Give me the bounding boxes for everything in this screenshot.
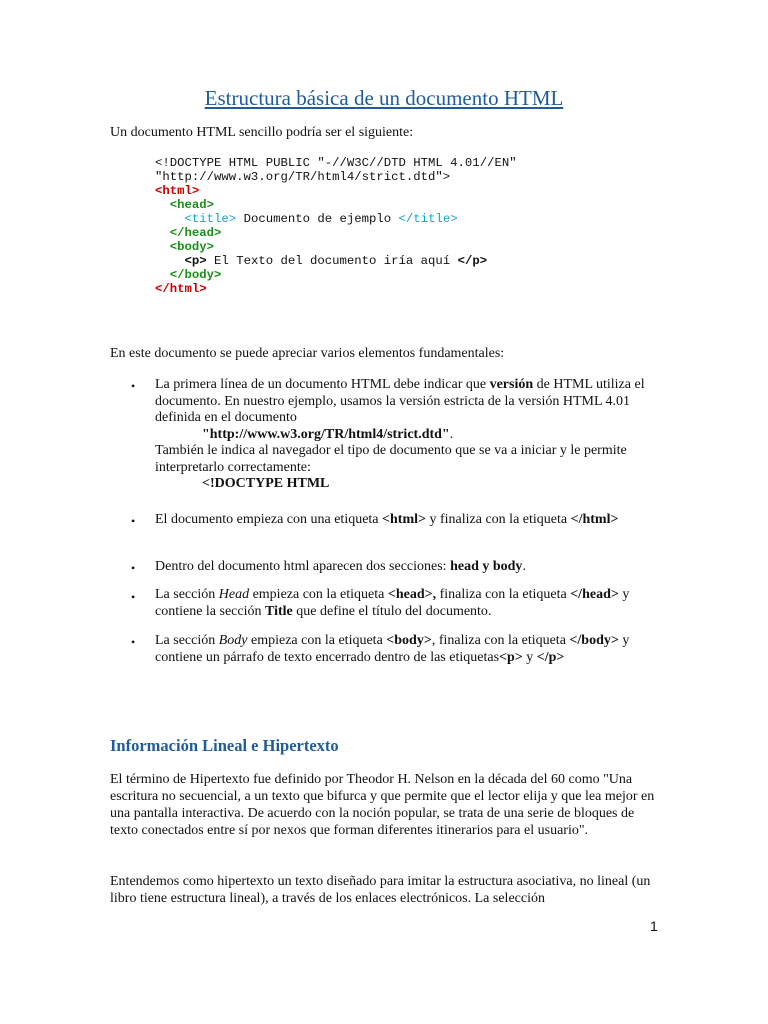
- code-line-head-close: [155, 226, 517, 240]
- title-text: Documento de ejemplo: [236, 212, 399, 226]
- bullet-text: , finaliza con la etiqueta: [431, 633, 570, 648]
- head-italic: Head: [218, 587, 250, 602]
- bullet-text: La primera línea de un documento HTML debe indicar que: [155, 377, 490, 392]
- body-tag-label: <body>: [386, 633, 432, 648]
- page-number: 1: [650, 918, 658, 934]
- p-text: El Texto del documento iría aquí: [206, 254, 458, 268]
- bullet-item-version: [155, 377, 655, 493]
- html-close-tag: </html>: [155, 282, 207, 296]
- head-open-tag: <head>: [169, 198, 215, 212]
- p-tag-label: <p>: [499, 649, 523, 665]
- code-line-title: [155, 212, 517, 226]
- bullet-item-html-tag: [155, 512, 655, 529]
- hypertext-explanation-paragraph: Entendemos como hipertexto un texto diseñado para imitar la estructura asociativa, no lineal (un libro tiene estructura lineal), a través de los enlaces electrónicos. La selección: [110, 874, 651, 906]
- hypertext-definition-paragraph: El término de Hipertexto fue definido por Theodor H. Nelson en la década del 60 como "Una escritura no secuencial, a un texto que bifurca y que permite que el lector elija y que lea mejor en una pantalla interactiva. De acuerdo con la noción popular, se trata de una serie de bloques de texto conectados entre sí por nexos que forman diferentes itinerarios para el usuario".: [110, 772, 655, 838]
- code-line-html-open: [155, 184, 517, 198]
- bullet-text: empieza con la etiqueta: [247, 633, 387, 648]
- bullet-text: y finaliza con la etiqueta: [426, 512, 571, 527]
- bullet-marker: •: [131, 514, 136, 528]
- bullet-text: .: [449, 426, 454, 442]
- code-line-body-open: [155, 240, 517, 254]
- title-open-tag: <title>: [184, 212, 237, 226]
- bullet-text: y: [522, 649, 537, 665]
- bullet-text: El documento empieza con una etiqueta: [155, 512, 383, 527]
- bullet-text: y contiene un párrafo de texto encerrado dentro de las etiquetas: [155, 633, 630, 665]
- bullet-text: También le indica al navegador el tipo de documento que se va a iniciar y le permite interpretarlo correctamente:: [155, 443, 627, 475]
- code-line-body-close: [155, 268, 517, 282]
- bullet-text: La sección: [155, 587, 219, 602]
- bullet-marker: •: [131, 590, 136, 604]
- bullet-text: de HTML utiliza el documento. En nuestro ejemplo, usamos la versión estricta de la versión HTML 4.01 definida en el documento: [155, 377, 645, 425]
- code-line-head-open: [155, 198, 517, 212]
- doctype-declaration: <!DOCTYPE HTML: [202, 476, 330, 491]
- code-line-doctype-1: <!DOCTYPE HTML PUBLIC "-//W3C//DTD HTML 4.01//EN": [155, 156, 517, 170]
- bullet-item-head-section: [155, 587, 655, 620]
- elements-intro-paragraph: En este documento se puede apreciar varios elementos fundamentales:: [110, 346, 505, 361]
- bullet-text: y contiene la sección: [155, 587, 630, 619]
- p-open-tag: <p>: [184, 254, 207, 268]
- body-open-tag: <body>: [169, 240, 215, 254]
- bullet-text: empieza con la etiqueta: [249, 587, 388, 602]
- code-line-html-close: [155, 282, 517, 296]
- body-italic: Body: [218, 633, 248, 648]
- html-open-tag: <html>: [155, 184, 200, 198]
- bullet-text: La sección: [155, 633, 219, 648]
- title-section-label: Title: [265, 603, 293, 619]
- body-close-tag: </body>: [169, 268, 222, 282]
- code-line-paragraph: [155, 254, 517, 268]
- bullet-text: .: [522, 559, 526, 574]
- head-close-tag: </head>: [169, 226, 222, 240]
- bullet-text: Dentro del documento html aparecen dos secciones:: [155, 559, 451, 574]
- head-tag-label: <head>,: [387, 587, 437, 602]
- bullet-item-body-section: [155, 633, 655, 666]
- html-close-tag-label: </html>: [570, 512, 619, 527]
- p-close-tag: </p>: [457, 254, 488, 268]
- head-body-label: head y body: [450, 559, 523, 574]
- strict-dtd-url: "http://www.w3.org/TR/html4/strict.dtd": [202, 426, 450, 442]
- bullet-text: finaliza con la etiqueta: [436, 587, 571, 602]
- section-heading-hypertext: Información Lineal e Hipertexto: [110, 736, 339, 755]
- head-close-tag-label: </head>: [570, 587, 619, 602]
- title-close-tag: </title>: [398, 212, 458, 226]
- p-close-tag-label: </p>: [536, 649, 565, 665]
- body-close-tag-label: </body>: [569, 633, 619, 648]
- document-title: Estructura básica de un documento HTML: [204, 86, 564, 110]
- bullet-marker: •: [131, 635, 136, 649]
- intro-paragraph: Un documento HTML sencillo podría ser el siguiente:: [110, 125, 414, 140]
- bullet-marker: •: [131, 561, 136, 575]
- html-tag-label: <html>: [382, 512, 426, 527]
- code-block: [155, 156, 517, 296]
- bullet-marker: •: [131, 379, 136, 393]
- code-line-doctype-2: "http://www.w3.org/TR/html4/strict.dtd">: [155, 170, 451, 184]
- bullet-bold-version: versión: [489, 377, 534, 392]
- bullet-item-sections: [155, 559, 655, 576]
- bullet-text: que define el título del documento.: [292, 603, 492, 619]
